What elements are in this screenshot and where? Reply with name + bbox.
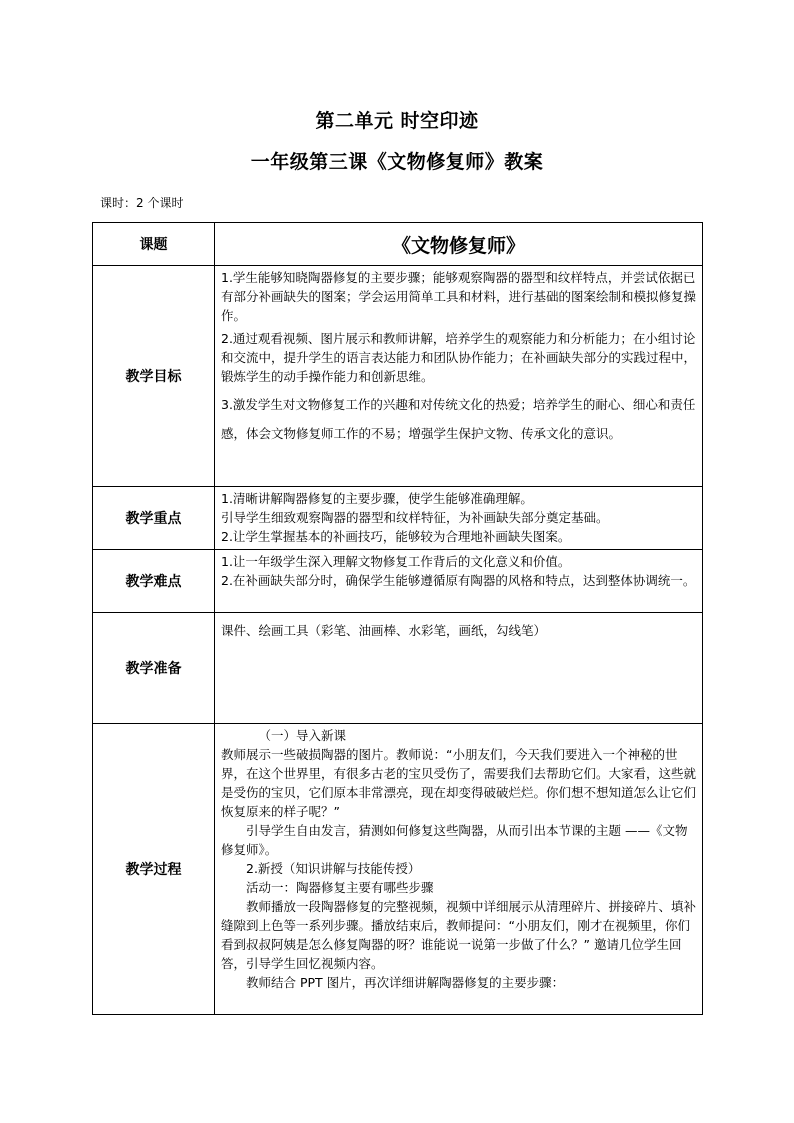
key-point-item: 引导学生细致观察陶器的器型和纹样特征，为补画缺失部分奠定基础。	[221, 510, 609, 525]
preparation-text: 课件、绘画工具（彩笔、油画棒、水彩笔，画纸，勾线笔）	[221, 623, 547, 638]
key-points-row	[93, 487, 703, 550]
objectives-content	[215, 266, 703, 487]
objective-item: 1.学生能够知晓陶器修复的主要步骤；能够观察陶器的器型和纹样特点，并尝试依据已有部分补画缺失的图案；学会运用简单工具和材料，进行基础的图案绘制和模拟修复操作。	[221, 270, 697, 323]
key-points-label: 教学重点	[93, 487, 215, 550]
lesson-plan-table	[92, 222, 703, 1015]
preparation-content	[215, 613, 703, 724]
difficulties-row	[93, 550, 703, 613]
class-hours: 课时：2 个课时	[100, 196, 184, 210]
difficulty-item: 2.在补画缺失部分时，确保学生能够遵循原有陶器的风格和特点，达到整体协调统一。	[221, 573, 696, 588]
preparation-label: 教学准备	[93, 613, 215, 724]
difficulties-content	[215, 550, 703, 613]
process-paragraph: （一）导入新课	[258, 728, 347, 743]
objectives-label: 教学目标	[93, 266, 215, 487]
title-row	[93, 223, 703, 266]
key-points-content	[215, 487, 703, 550]
key-point-item: 1.清晰讲解陶器修复的主要步骤，使学生能够准确理解。	[221, 491, 533, 506]
difficulties-label: 教学难点	[93, 550, 215, 613]
unit-title: 第二单元 时空印迹	[315, 110, 479, 132]
process-paragraph: 2.新授（知识讲解与技能传授）	[246, 861, 421, 876]
process-paragraph: 引导学生自由发言，猜测如何修复这些陶器，从而引出本节课的主题 ——《文物修复师》。	[221, 823, 688, 857]
process-content	[215, 724, 703, 1015]
lesson-heading: 一年级第三课《文物修复师》教案	[250, 151, 544, 173]
objective-item: 3.激发学生对文物修复工作的兴趣和对传统文化的热爱；培养学生的耐心、细心和责任感，体会文物修复师工作的不易；增强学生保护文物、传承文化的意识。	[221, 397, 696, 441]
title-label: 课题	[93, 223, 215, 266]
process-paragraph: 活动一：陶器修复主要有哪些步骤	[246, 880, 434, 895]
process-label: 教学过程	[93, 724, 215, 1015]
preparation-row	[93, 613, 703, 724]
difficulty-item: 1.让一年级学生深入理解文物修复工作背后的文化意义和价值。	[221, 554, 571, 569]
key-point-item: 2.让学生掌握基本的补画技巧，能够较为合理地补画缺失图案。	[221, 529, 571, 544]
objectives-row	[93, 266, 703, 487]
lesson-title-cell: 《文物修复师》	[215, 223, 703, 266]
process-paragraph: 教师结合 PPT 图片，再次详细讲解陶器修复的主要步骤：	[246, 975, 565, 990]
process-paragraph: 教师播放一段陶器修复的完整视频，视频中详细展示从清理碎片、拼接碎片、填补缝隙到上色等一系列步骤。播放结束后，教师提问：“小朋友们，刚才在视频里，你们看到叔叔阿姨是怎么修复陶器的呀？谁能说一说第一步做了什么？” 邀请几位学生回答，引导学生回忆视频内容。	[221, 899, 697, 971]
objective-item: 2.通过观看视频、图片展示和教师讲解，培养学生的观察能力和分析能力；在小组讨论和交流中，提升学生的语言表达能力和团队协作能力；在补画缺失部分的实践过程中，锻炼学生的动手操作能力和创新思维。	[221, 331, 697, 384]
process-row	[93, 724, 703, 1015]
process-paragraph: 教师展示一些破损陶器的图片。教师说：“小朋友们，今天我们要进入一个神秘的世界，在这个世界里，有很多古老的宝贝受伤了，需要我们去帮助它们。大家看，这些就是受伤的宝贝，它们原本非常漂亮，现在却变得破破烂烂。你们想不想知道怎么让它们恢复原来的样子呢？”	[221, 747, 697, 819]
